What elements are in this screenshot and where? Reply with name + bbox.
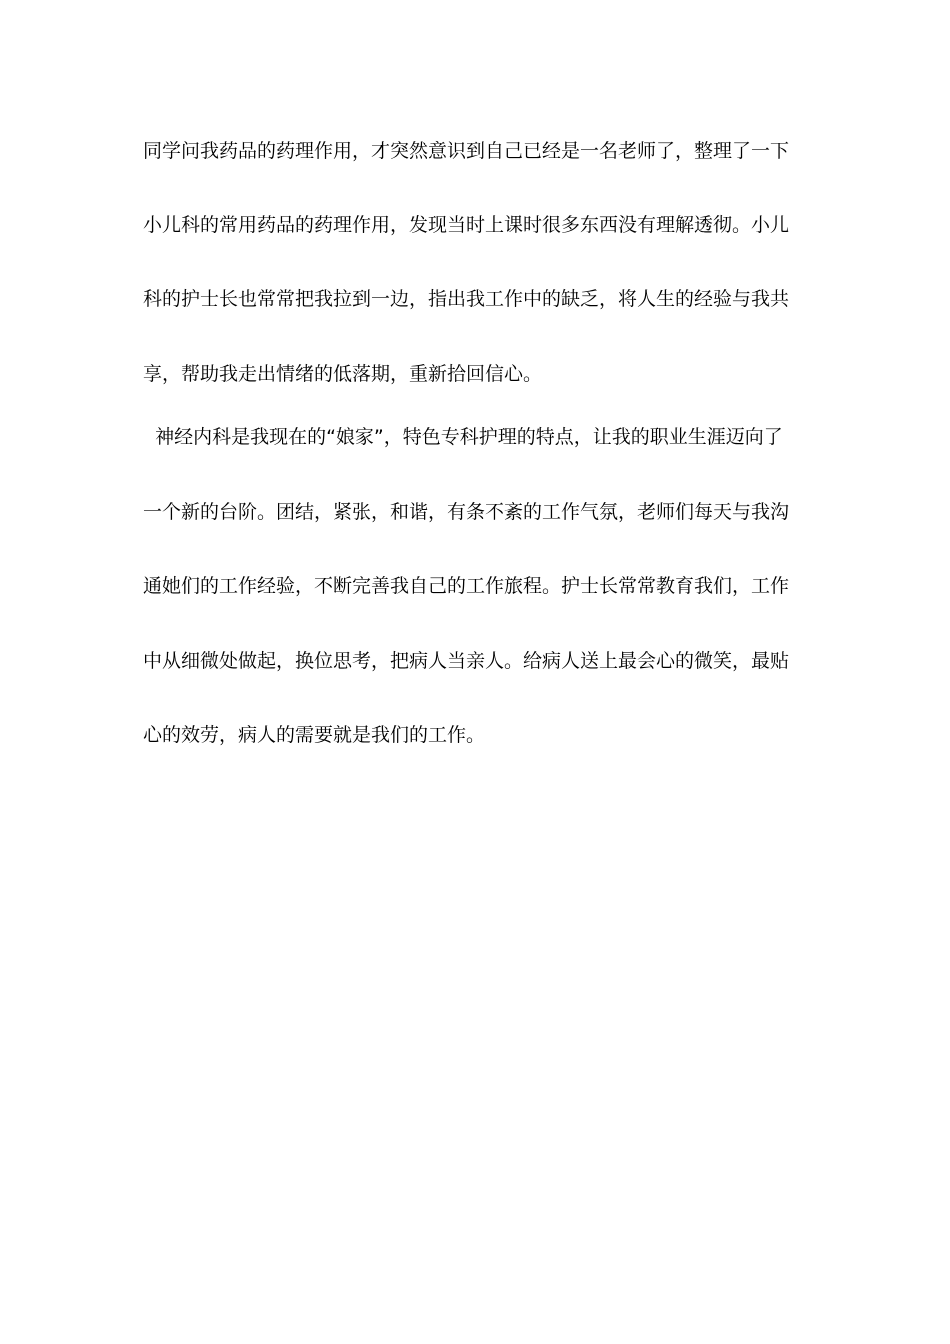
- paragraph-2-line-1: 神经内科是我现在的“娘家”，特色专科护理的特点，让我的职业生涯迈向了: [143, 426, 783, 448]
- paragraph-2-line-2: 一个新的台阶。团结，紧张，和谐，有条不紊的工作气氛，老师们每天与我沟: [143, 501, 790, 523]
- paragraph-2-line-3: 通她们的工作经验，不断完善我自己的工作旅程。护士长常常教育我们，工作: [143, 575, 790, 597]
- paragraph-1-line-4: 享，帮助我走出情绪的低落期，重新拾回信心。: [143, 363, 543, 385]
- paragraph-2-line-5: 心的效劳，病人的需要就是我们的工作。: [143, 724, 486, 746]
- paragraph-1-line-3: 科的护士长也常常把我拉到一边，指出我工作中的缺乏，将人生的经验与我共: [143, 288, 790, 310]
- paragraph-1-line-1: 同学问我药品的药理作用，才突然意识到自己已经是一名老师了，整理了一下: [143, 140, 790, 162]
- paragraph-1-line-2: 小儿科的常用药品的药理作用，发现当时上课时很多东西没有理解透彻。小儿: [143, 214, 790, 236]
- paragraph-2-line-4: 中从细微处做起，换位思考，把病人当亲人。给病人送上最会心的微笑，最贴: [143, 650, 790, 672]
